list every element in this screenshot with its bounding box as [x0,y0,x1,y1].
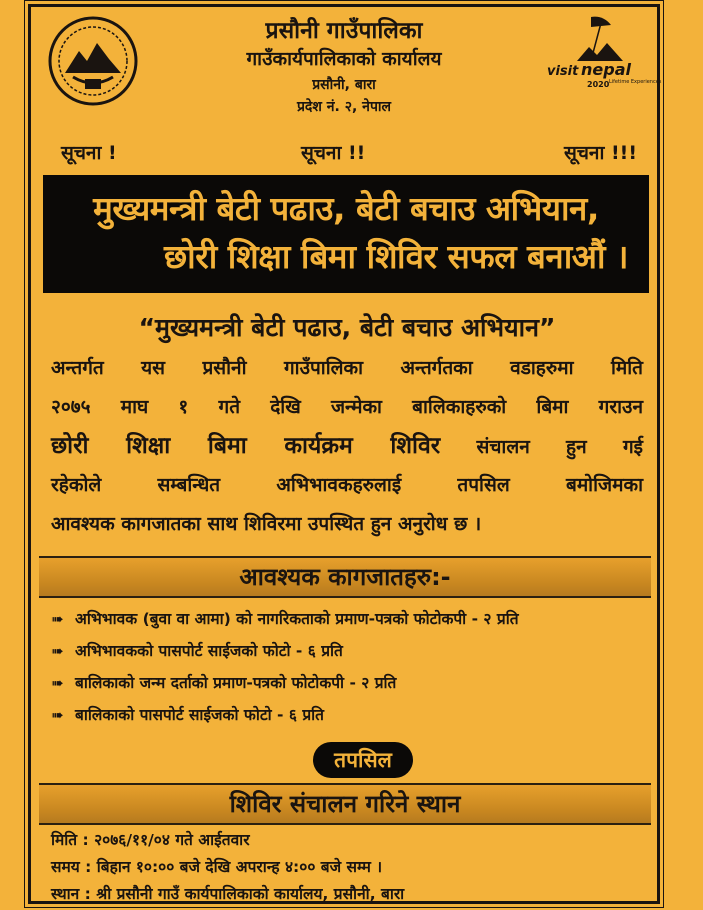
venue-details [51,827,647,908]
venue-time: समय : बिहान १०:०० बजे देखि अपरान्ह ४:०० बजे सम्म । [51,858,383,876]
logo-word-nepal: nepal [581,60,631,79]
mountain-icon [577,43,623,61]
body-line-2: २०७५ माघ १ गते देखि जन्मेका बालिकाहरुको बिमा गराउन [51,396,643,418]
province: प्रदेश नं. २, नेपाल [296,99,392,115]
program-highlight: छोरी शिक्षा बिमा कार्यक्रम शिविर [51,433,441,459]
document-label: अभिभावकको पासपोर्ट साईजको फोटो - ६ प्रति [75,642,343,660]
notice-frame [28,4,660,904]
document-label: बालिकाको जन्म दर्ताको प्रमाण-पत्रको फोटोकपी - २ प्रति [75,674,397,692]
body-line-4: रहेकोले सम्बन्धित अभिभावकहरुलाई तपसिल बमोजिमका [51,474,643,496]
list-item [51,667,647,699]
venue-place: स्थान : श्री प्रसौनी गाउँ कार्यपालिकाको कार्यालय, प्रसौनी, बारा [51,885,405,903]
list-item [51,699,647,731]
venue-date: मिति : २०७६/११/०४ गते आईतवार [51,831,250,849]
list-item [51,635,647,667]
banner-line-2: छोरी शिक्षा बिमा शिविर सफल बनाऔं । [164,237,628,276]
documents-heading: आवश्यक कागजातहरु:- [39,556,651,598]
body-line-1: अन्तर्गत यस प्रसौनी गाउँपालिका अन्तर्गतका वडाहरुमा मिति [51,357,643,379]
notice-row [31,139,657,171]
tapsil-badge: तपसिल [313,742,413,778]
arrow-icon: ➠ [51,674,64,692]
address: प्रसौनी, बारा [312,77,376,93]
arrow-icon: ➠ [51,642,64,660]
logo-year: 2020 [587,80,610,89]
body-line-3 [51,427,643,466]
banner-line-1: मुख्यमन्त्री बेटी पढाउ, बेटी बचाउ अभियान, [93,189,599,228]
visit-nepal-logo [547,13,662,93]
document-label: बालिकाको पासपोर्ट साईजको फोटो - ६ प्रति [75,706,325,724]
campaign-quote: “मुख्यमन्त्री बेटी पढाउ, बेटी बचाउ अभियान” [138,313,556,342]
header [31,7,662,135]
logo-tagline: Lifetime Experiences [609,79,662,85]
notice-label-2: सूचना !! [301,142,366,164]
notice-label-3: सूचना !!! [564,142,637,164]
documents-list [51,603,647,731]
list-item [51,603,647,635]
office-name: गाउँकार्यपालिकाको कार्यालय [246,48,442,70]
notice-body [51,307,643,544]
notice-label-1: सूचना ! [61,142,117,164]
arrow-icon: ➠ [51,706,64,724]
org-name: प्रसौनी गाउँपालिका [265,18,423,44]
arrow-icon: ➠ [51,610,64,628]
document-label: अभिभावक (बुवा वा आमा) को नागरिकताको प्रमाण-पत्रको फोटोकपी - २ प्रति [75,610,519,628]
body-line-5: आवश्यक कागजातका साथ शिविरमा उपस्थित हुन अनुरोध छ । [51,513,482,535]
body-line-3-rest: संचालन हुन गई [440,436,643,458]
venue-heading: शिविर संचालन गरिने स्थान [39,783,651,825]
campaign-banner [43,175,649,293]
logo-word-visit: visit [547,64,579,79]
